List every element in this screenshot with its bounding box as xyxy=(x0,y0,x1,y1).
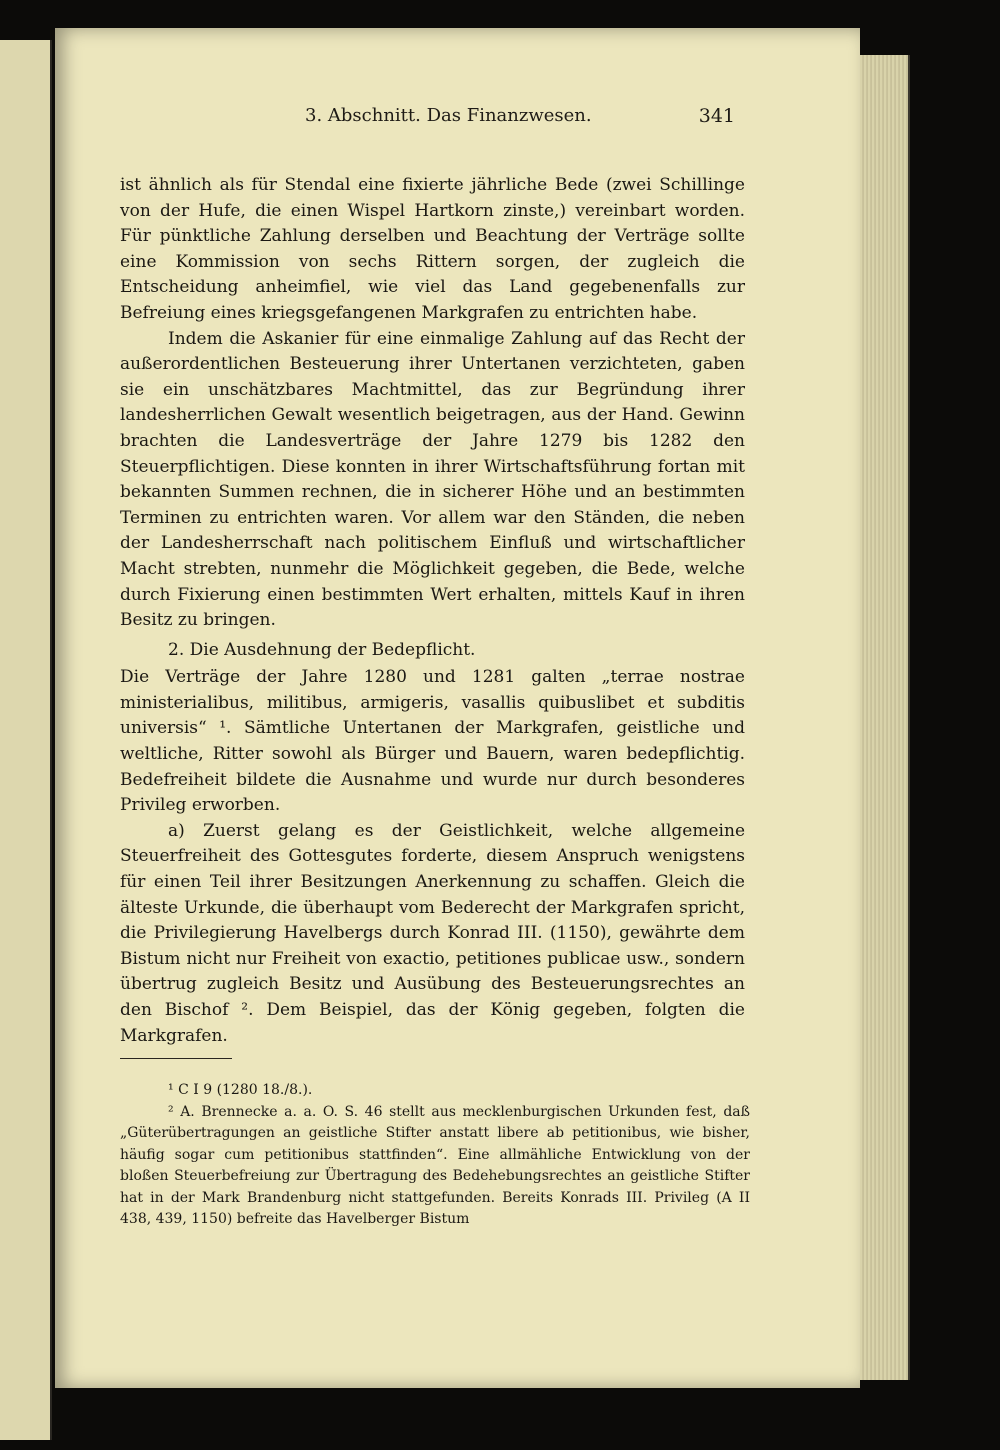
left-page-edge xyxy=(0,40,52,1440)
paragraph-1: ist ähnlich als für Stendal eine fixierte jährliche Bede (zwei Schillinge von der Hufe, die einen Wispel Hartkorn zinste,) vereinbart worden. Für pünktliche Zahlung derselben und Beachtung der Verträge sollte eine Kommission von sechs Rittern sorgen, der zugleich die Entscheidung anheimfiel, wie viel das Land gegebenenfalls zur Befreiung eines kriegsgefangenen Markgrafen zu entrichten habe. xyxy=(120,175,745,323)
body-text xyxy=(120,173,745,1049)
footnote-divider xyxy=(120,1058,232,1059)
header-title: 3. Abschnitt. Das Finanzwesen. xyxy=(305,105,592,126)
paragraph-2: Indem die Askanier für eine einmalige Zahlung auf das Recht der außerordentlichen Besteuerung ihrer Untertanen verzichteten, gaben sie ein unschätzbares Machtmittel, das zur Begründung ihrer landesherrlichen Gewalt wesentlich beigetragen, aus der Hand. Gewinn brachten die Landesverträge der Jahre 1279 bis 1282 den Steuerpflichtigen. Diese konnten in ihrer Wirtschaftsführung fortan mit bekannten Summen rechnen, die in sicherer Höhe und an bestimmten Terminen zu entrichten waren. Vor allem war den Ständen, die neben der Landesherrschaft nach politischem Einfluß und wirtschaftlicher Macht strebten, nunmehr die Möglichkeit gegeben, die Bede, welche durch Fixierung einen bestimmten Wert erhalten, mittels Kauf in ihren Besitz zu bringen. xyxy=(120,328,745,631)
running-header xyxy=(275,105,735,135)
footnotes xyxy=(120,1080,750,1231)
section-heading: 2. Die Ausdehnung der Bedepflicht. xyxy=(168,639,476,660)
paragraph-4: a) Zuerst gelang es der Geistlichkeit, welche allgemeine Steuerfreiheit des Gottesgutes forderte, diesem Anspruch wenigstens für einen Teil ihrer Besitzungen Anerkennung zu schaffen. Gleich die älteste Urkunde, die überhaupt vom Bederecht der Markgrafen spricht, die Privilegierung Havelbergs durch Konrad III. (1150), gewährte dem Bistum nicht nur Freiheit von exactio, petitiones publicae usw., sondern übertrug zugleich Besitz und Ausübung des Besteuerungsrechtes an den Bischof ². Dem Beispiel, das der König gegeben, folgten die Markgrafen. xyxy=(120,820,745,1046)
footnote-2: ² A. Brennecke a. a. O. S. 46 stellt aus mecklenburgischen Urkunden fest, daß „Güterübertragungen an geistliche Stifter anstatt libere ab petitionibus, wie bisher, häufig sogar cum petitionibus stattfinden“. Eine allmähliche Entwicklung von der bloßen Steuerbefreiung zur Übertragung des Bedehebungsrechtes an geistliche Stifter hat in der Mark Brandenburg nicht stattgefunden. Bereits Konrads III. Privileg (A II 438, 439, 1150) befreite das Havelberger Bistum xyxy=(120,1103,750,1227)
paragraph-3: Die Verträge der Jahre 1280 und 1281 galten „terrae nostrae ministerialibus, militibus, armigeris, vasallis quibuslibet et subditis universis“ ¹. Sämtliche Untertanen der Markgrafen, geistliche und weltliche, Ritter sowohl als Bürger und Bauern, waren bedepflichtig. Bedefreiheit bildete die Ausnahme und wurde nur durch besonderes Privileg erworben. xyxy=(120,667,745,816)
page-number: 341 xyxy=(698,105,735,127)
footnote-1: ¹ C I 9 (1280 18./8.). xyxy=(168,1082,313,1098)
page-stack-edge xyxy=(856,55,910,1380)
